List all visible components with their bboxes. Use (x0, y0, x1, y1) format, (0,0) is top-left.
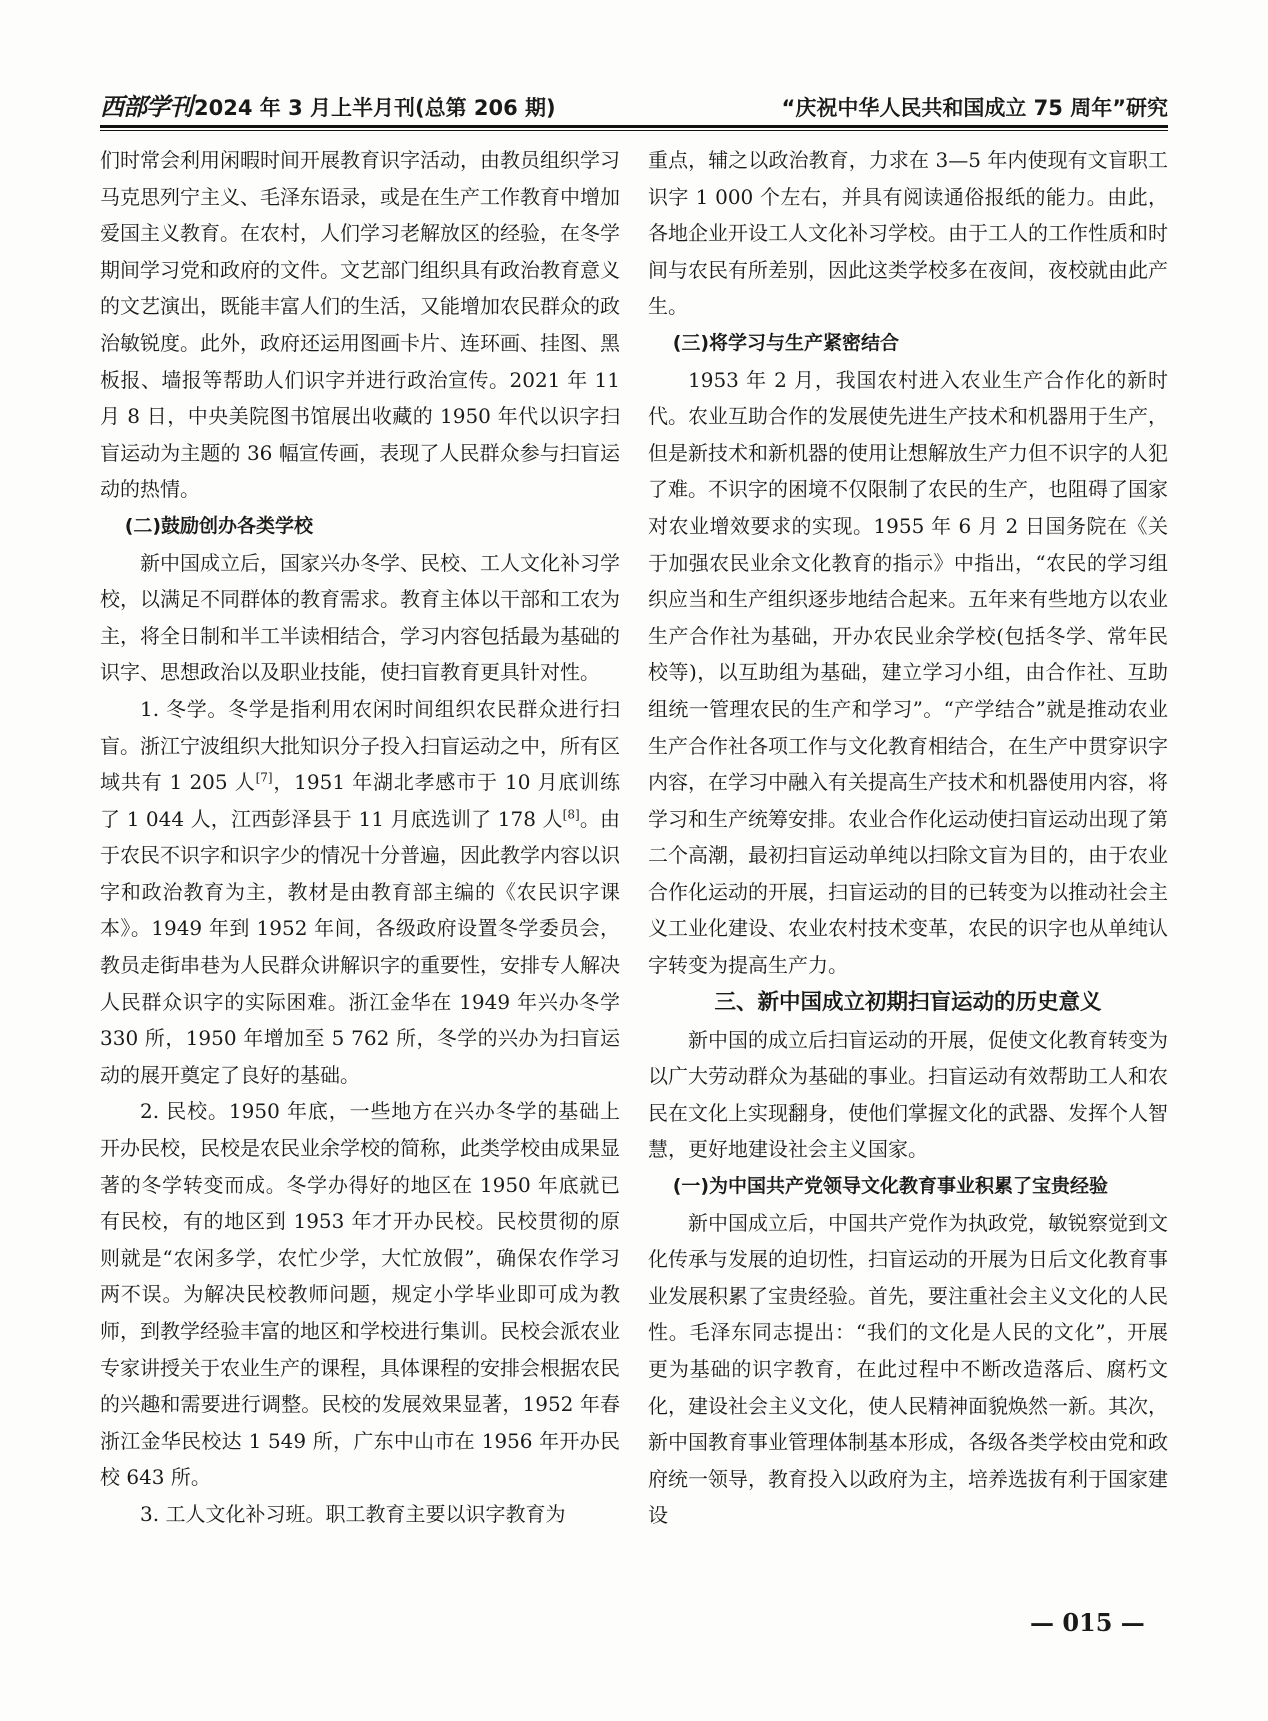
subsection-heading: (三)将学习与生产紧密结合 (672, 331, 900, 354)
section-heading: 三、新中国成立初期扫盲运动的历史意义 (714, 989, 1102, 1015)
paragraph: 重点，辅之以政治教育，力求在 3—5 年内使现有文盲职工识字 1 000 个左右，并具有阅读通俗报纸的能力。由此，各地企业开设工人文化补习学校。由于工人的工作性质和时间与农民有所差别，因此这类学校多在夜间，夜校就由此产生。 (648, 148, 1168, 319)
subsection-heading: (二)鼓励创办各类学校 (124, 514, 314, 537)
text-run: 1. 冬学。冬学是指利用农闲时间组织农民群众进行扫盲。浙江宁波组织大批知识分子投入扫盲运动之中，所有区域共有 1 205 人 (100, 696, 620, 795)
text-run: ，1951 年湖北孝感市于 10 月底训练了 1 044 人，江西彭泽县于 11 月底选训了 178 人 (100, 770, 620, 831)
left-column (100, 142, 620, 1533)
paragraph: 新中国的成立后扫盲运动的开展，促使文化教育转变为以广大劳动群众为基础的事业。扫盲运动有效帮助工人和农民在文化上实现翻身，使他们掌握文化的武器、发挥个人智慧，更好地建设社会主义国家。 (648, 1027, 1168, 1162)
paragraph: 们时常会利用闲暇时间开展教育识字活动，由教员组织学习马克思列宁主义、毛泽东语录，或是在生产工作教育中增加爱国主义教育。在农村，人们学习老解放区的经验，在冬学期间学习党和政府的文件。文艺部门组织具有政治教育意义的文艺演出，既能丰富人们的生活，又能增加农民群众的政治敏锐度。此外，政府还运用图画卡片、连环画、挂图、黑板报、墙报等帮助人们识字并进行政治宣传。2021 年 11 月 8 日，中央美院图书馆展出收藏的 1950 年代以识字扫盲运动为主题的 36 幅宣传画，表现了人民群众参与扫盲运动的热情。 (100, 148, 620, 502)
journal-logo: 西部学刊 (100, 92, 192, 121)
paragraph: 1953 年 2 月，我国农村进入农业生产合作化的新时代。农业互助合作的发展使先进生产技术和机器用于生产，但是新技术和新机器的使用让想解放生产力但不识字的人犯了难。不识字的困境不仅限制了农民的生产，也阻碍了国家对农业增效要求的实现。1955 年 6 月 2 日国务院在《关于加强农民业余文化教育的指示》中指出，“农民的学习组织应当和生产组织逐步地结合起来。五年来有些地方以农业生产合作社为基础，开办农民业余学校(包括冬学、常年民校等)，以互助组为基础，建立学习小组，由合作社、互助组统一管理农民的生产和学习”。“产学结合”就是推动农业生产合作社各项工作与文化教育相结合，在生产中贯穿识字内容，在学习中融入有关提高生产技术和机器使用内容，将学习和生产统筹安排。农业合作化运动使扫盲运动出现了第二个高潮，最初扫盲运动单纯以扫除文盲为目的，由于农业合作化运动的开展，扫盲运动的目的已转变为以推动社会主义工业化建设、农业农村技术变革，农民的识字也从单纯认字转变为提高生产力。 (648, 367, 1168, 978)
subsection-heading: (一)为中国共产党领导文化教育事业积累了宝贵经验 (672, 1175, 1109, 1198)
right-column (648, 142, 1168, 1534)
section-title: “庆祝中华人民共和国成立 75 周年”研究 (781, 96, 1168, 120)
paragraph (100, 691, 620, 1094)
header-rule-thin (100, 130, 1168, 131)
citation-ref: [8] (562, 807, 580, 822)
page-number: — 015 — (1030, 1608, 1145, 1637)
paragraph: 2. 民校。1950 年底，一些地方在兴办冬学的基础上开办民校，民校是农民业余学校的简称，此类学校由成果显著的冬学转变而成。冬学办得好的地区在 1950 年底就已有民校，有的地区到 1953 年才开办民校。民校贯彻的原则就是“农闲多学，农忙少学，大忙放假”，确保农作学习两不误。为解决民校教师问题，规定小学毕业即可成为教师，到教学经验丰富的地区和学校进行集训。民校会派农业专家讲授关于农业生产的课程，具体课程的安排会根据农民的兴趣和需要进行调整。民校的发展效果显著，1952 年春浙江金华民校达 1 549 所，广东中山市在 1956 年开办民校 643 所。 (100, 1099, 620, 1490)
paragraph: 3. 工人文化补习班。职工教育主要以识字教育为 (140, 1501, 566, 1526)
citation-ref: [7] (255, 770, 273, 785)
text-run: 。由于农民不识字和识字少的情况十分普遍，因此教学内容以识字和政治教育为主，教材是由教育部主编的《农民识字课本》。1949 年到 1952 年间，各级政府设置冬学委员会，教员走街串巷为人民群众讲解识字的重要性，安排专人解决人民群众识字的实际困难。浙江金华在 1949 年兴办冬学 330 所，1950 年增加至 5 762 所，冬学的兴办为扫盲运动的展开奠定了良好的基础。 (100, 806, 621, 1087)
issue-info: 2024 年 3 月上半月刊(总第 206 期) (194, 96, 556, 120)
header-rule (100, 125, 1168, 128)
paragraph: 新中国成立后，国家兴办冬学、民校、工人文化补习学校，以满足不同群体的教育需求。教育主体以干部和工农为主，将全日制和半工半读相结合，学习内容包括最为基础的识字、思想政治以及职业技能，使扫盲教育更具针对性。 (100, 550, 620, 685)
paragraph: 新中国成立后，中国共产党作为执政党，敏锐察觉到文化传承与发展的迫切性，扫盲运动的开展为日后文化教育事业发展积累了宝贵经验。首先，要注重社会主义文化的人民性。毛泽东同志提出：“我们的文化是人民的文化”，开展更为基础的识字教育，在此过程中不断改造落后、腐朽文化，建设社会主义文化，使人民精神面貌焕然一新。其次，新中国教育事业管理体制基本形成，各级各类学校由党和政府统一领导，教育投入以政府为主，培养选拔有利于国家建设 (648, 1210, 1168, 1528)
header-left (100, 87, 556, 122)
running-header (100, 86, 1168, 122)
